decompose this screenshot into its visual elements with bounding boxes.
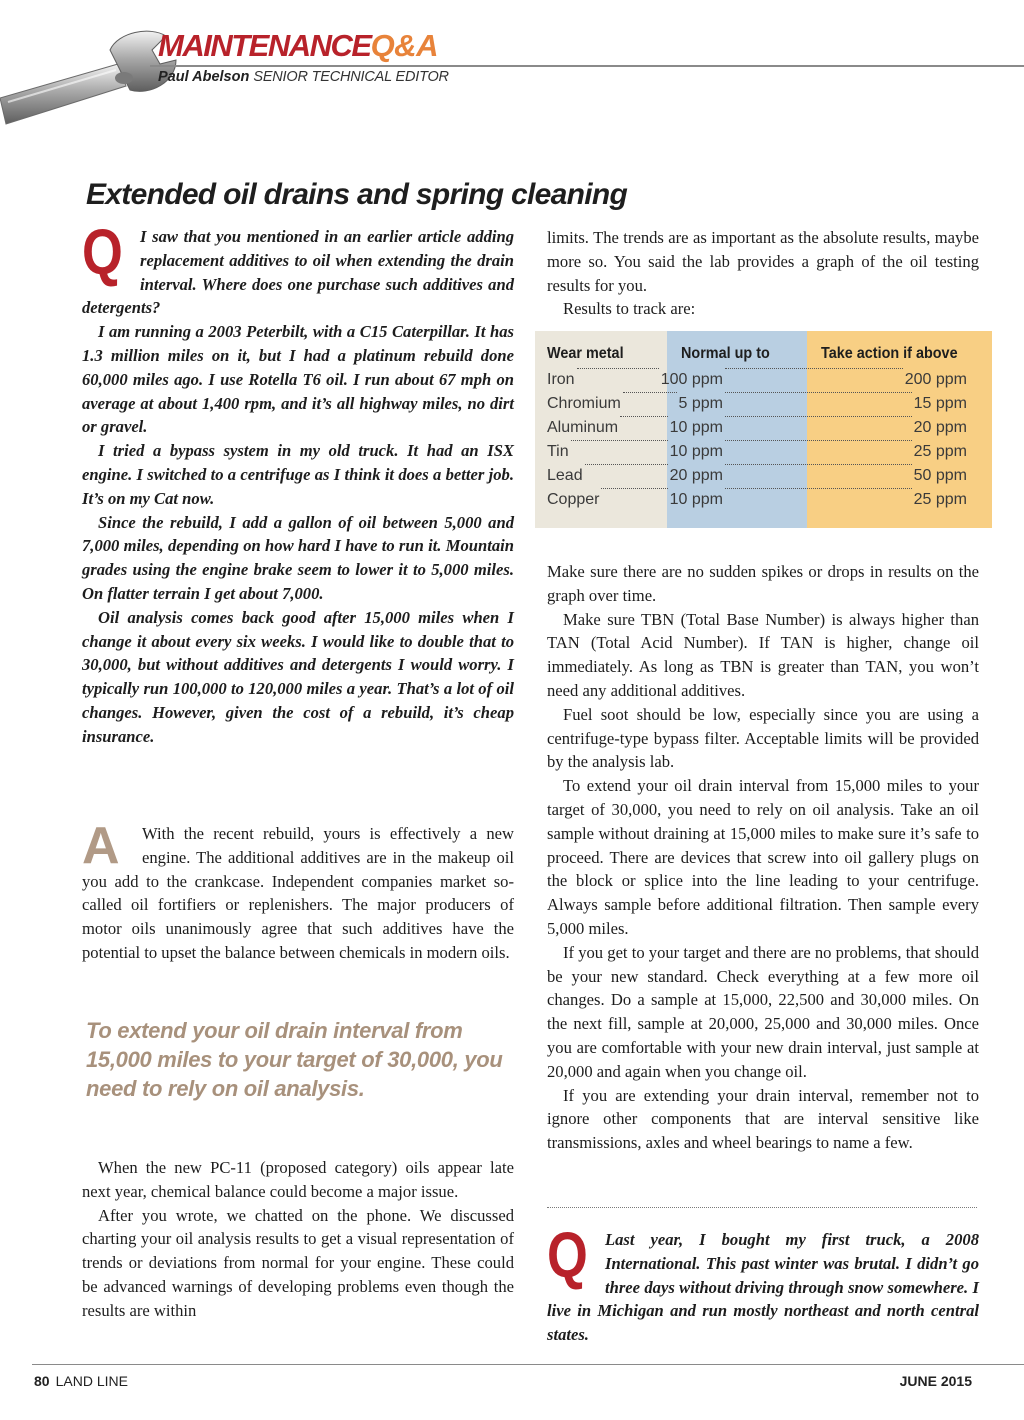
metal-name: Iron [547,371,575,388]
answer-paragraph: If you are extending your drain interval, remember not to ignore other components that are interval sensitive like transmissions, axles and wheel bearings to name a few. [547,1085,979,1153]
author-name: Paul Abelson [158,69,250,85]
question-dropcap: Q [547,1219,588,1291]
byline [158,69,449,85]
table-row [547,416,967,440]
answer-paragraph: With the recent rebuild, yours is effectively a new engine. The additional additives are in the makeup oil you add to the crankcase. Independent companies market so-called oil fortifiers or replenishers. The major producers of motor oils unanimously agree that such additives have the potential to upset the balance between chemicals in modern oils. [82,824,514,962]
action-limit: 25 ppm [913,443,967,460]
wrench-icon [0,20,180,130]
table-row [547,488,967,512]
answer-1 [82,817,514,965]
action-limit: 25 ppm [913,491,967,508]
question-paragraph: Oil analysis comes back good after 15,000 miles when I change it about every six weeks. I would like to double that to 30,000, but without additives and detergents I would worry. I typically run 100,000 to 120,000 miles a year. That’s a lot of oil changes. However, given the cost of a rebuild, it’s cheap insurance. [82,607,514,746]
answer-paragraph: To extend your oil drain interval from 15,000 miles to your target of 30,000, you need to rely on oil analysis. Take an oil sample without draining at 15,000 miles to make sure it’s safe to proceed. There are devices that screw into oil gallery plugs on the block or splice into the line leading to your centrifuge. Always sample before additional filtration. Then sample every 5,000 miles. [547,776,979,938]
metal-name: Lead [547,467,583,484]
section-divider [547,1207,977,1208]
table-row [547,392,967,416]
answer-paragraph: If you get to your target and there are no problems, that should be your new standard. Check everything at a few more oil changes. Do a sample at 15,000, 22,500 and 30,000 miles. On the next fill, sample at 20,000, 25,000 and 30,000 miles. Once you are comfortable with your new drain interval, just sample at 20,000 and again when you change oil. [547,942,979,1081]
author-role: SENIOR TECHNICAL EDITOR [253,69,449,85]
answer-paragraph: Fuel soot should be low, especially since you are using a centrifuge-type bypass filter. Acceptable limits will be provided by the analysis lab. [547,704,979,772]
normal-limit: 20 ppm [669,467,723,484]
question-paragraph: Last year, I bought my first truck, a 2008 International. This past winter was brutal. I didn’t go three days without driving through snow somewhere. I live in Michigan and run mostly northeast and north central states. [547,1230,979,1345]
table-header: Wear metal [547,345,624,362]
question-paragraph: I tried a bypass system in my old truck. It had an ISX engine. I switched to a centrifuge as I think it does a better job. It’s on my Cat now. [82,441,514,508]
table-header: Take action if above [821,345,958,362]
answer-paragraph: Make sure TBN (Total Base Number) is always higher than TAN (Total Acid Number). If TAN is higher, change oil immediately. As long as TBN is greater than TAN, you won’t need any additional additives. [547,609,979,700]
dot-leader [725,392,912,393]
table-row [547,368,967,392]
metal-name: Tin [547,443,569,460]
dot-leader [620,416,668,417]
page-number: 80 [34,1373,50,1389]
issue-date: JUNE 2015 [899,1373,972,1389]
answer-paragraph: Results to track are: [563,299,696,319]
answer-1-continued [82,1156,514,1323]
header-rule [150,65,1024,67]
publication-name: LAND LINE [55,1373,128,1389]
normal-limit: 10 ppm [669,419,723,436]
answer-dropcap: A [82,817,120,875]
answer-paragraph: When the new PC-11 (proposed category) oils appear late next year, chemical balance could become a major issue. [82,1158,514,1201]
article-headline: Extended oil drains and spring cleaning [86,178,628,211]
metal-name: Aluminum [547,419,619,436]
normal-limit: 100 ppm [660,371,723,388]
dot-leader [571,440,668,441]
action-limit: 20 ppm [913,419,967,436]
action-limit: 50 ppm [913,467,967,484]
table-row [547,464,967,488]
dot-leader [725,440,912,441]
question-paragraph: I saw that you mentioned in an earlier article adding replacement additives to oil when extending the drain interval. Where does one purchase such additives and detergents? [82,227,514,318]
dot-leader [577,368,659,369]
dot-leader [725,488,912,489]
footer-rule [32,1364,1024,1365]
action-limit: 200 ppm [904,371,967,388]
question-2 [547,1219,979,1347]
dot-leader [585,464,668,465]
question-1 [82,216,514,749]
question-paragraph: I am running a 2003 Peterbilt, with a C15 Caterpillar. It has 1.3 million miles on it, but I had a platinum rebuild done 60,000 miles ago. I use Rotella T6 oil. I run about 67 mph on average at about 1,400 rpm, and it’s all highway miles, no dirt or gravel. [82,322,514,437]
page-folio [34,1373,128,1389]
table-row [547,440,967,464]
question-paragraph: Since the rebuild, I add a gallon of oil between 5,000 and 7,000 miles, depending on how hard I have to run it. Mountain grades using the engine brake seem to lower it to 5,000 miles. On flatter terrain I get about 7,000. [82,512,514,603]
metal-name: Copper [547,491,600,508]
dot-leader [601,488,668,489]
answer-1-right-top [547,226,979,321]
normal-limit: 10 ppm [669,491,723,508]
answer-paragraph: limits. The trends are as important as the absolute results, maybe more so. You said the lab provides a graph of the oil testing results for you. [547,228,979,295]
dot-leader [725,464,912,465]
pullquote: To extend your oil drain interval from 15,000 miles to your target of 30,000, you need to rely on oil analysis. [86,1018,503,1101]
dot-leader [725,368,903,369]
answer-paragraph: After you wrote, we chatted on the phone. We discussed charting your oil analysis results to get a visual representation of trends or deviations from normal for your engine. These could be advanced warnings of developing problems even though the results are within [82,1205,514,1320]
normal-limit: 5 ppm [678,395,723,412]
section-title: MAINTENANCEQ&A [158,28,438,63]
question-dropcap: Q [82,216,123,288]
dot-leader [725,416,912,417]
action-limit: 15 ppm [913,395,967,412]
section-title-qa: Q&A [370,28,438,63]
wear-metal-table [535,331,992,528]
table-header: Normal up to [681,345,770,362]
metal-name: Chromium [547,395,621,412]
normal-limit: 10 ppm [669,443,723,460]
answer-paragraph: Make sure there are no sudden spikes or drops in results on the graph over time. [547,562,979,605]
dot-leader [623,392,677,393]
answer-1-right-bottom [547,560,979,1155]
